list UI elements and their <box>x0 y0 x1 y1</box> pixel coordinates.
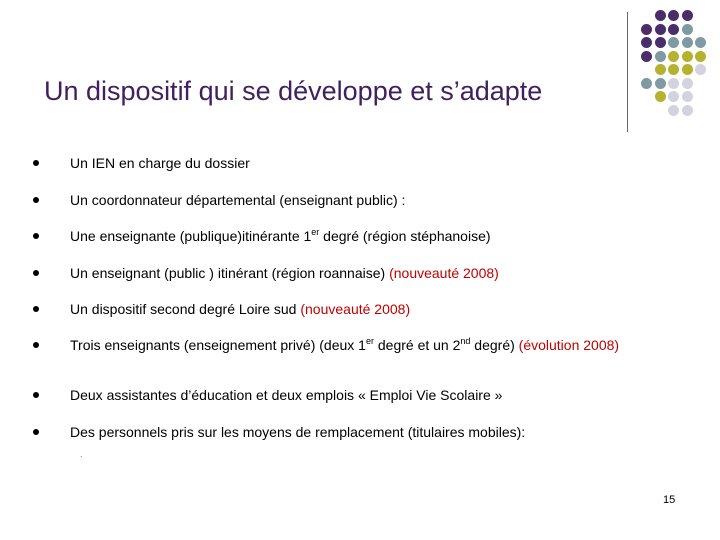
decorative-dot <box>682 51 693 62</box>
decorative-dot-grid <box>641 10 713 122</box>
slide-title: Un dispositif qui se développe et s’adapte <box>44 76 543 106</box>
bullet-segment: (région roannaise) <box>271 265 390 281</box>
decorative-dot <box>655 37 666 48</box>
decorative-dot <box>641 37 652 48</box>
decorative-dot <box>641 51 652 62</box>
bullet-text <box>70 193 670 208</box>
decorative-dot <box>641 78 652 89</box>
bullet-dot-icon <box>33 306 39 312</box>
bullet-segment: Trois enseignants (enseignement privé) (deux 1 <box>70 337 366 353</box>
decorative-dot <box>682 64 693 75</box>
bullet-segment: degré (région stéphanoise) <box>319 228 491 244</box>
bullet-segment: Une enseignante (publique)itinérante 1 <box>70 228 312 244</box>
bullet-dot-icon <box>33 197 39 203</box>
decorative-dot <box>682 91 693 102</box>
bullet-dot-icon <box>33 429 39 435</box>
bullet-text <box>70 302 670 317</box>
bullet-segment: er <box>365 336 374 346</box>
decorative-dot <box>682 10 693 21</box>
decorative-dot <box>668 78 679 89</box>
bullet-segment: Un coordonnateur départemental (enseignant public) : <box>70 192 406 208</box>
decorative-dot <box>682 24 693 35</box>
bullet-text <box>70 338 670 353</box>
bullet-segment: degré) <box>470 337 519 353</box>
decorative-dot <box>668 24 679 35</box>
bullet-segment: (titulaires mobiles): <box>407 424 526 440</box>
bullet-segment: Un IEN en charge du dossier <box>70 155 250 171</box>
decorative-dot <box>682 37 693 48</box>
decorative-dot <box>641 24 652 35</box>
bullet-segment: Deux assistantes d’éducation et deux emplois « Emploi Vie Scolaire » <box>70 387 503 403</box>
decorative-dot <box>668 91 679 102</box>
bullet-segment: nd <box>460 336 471 346</box>
decorative-dot <box>695 51 706 62</box>
bullet-segment: Des personnels pris sur les moyens de remplacement <box>70 424 408 440</box>
decorative-dot <box>695 64 706 75</box>
bullet-segment: degré et un 2 <box>373 337 461 353</box>
bullet-dot-icon <box>33 392 39 398</box>
bullet-text <box>70 156 670 171</box>
bullet-segment: er <box>311 227 320 237</box>
decorative-dot <box>668 105 679 116</box>
bullet-text <box>70 266 670 281</box>
decorative-dot <box>668 64 679 75</box>
decorative-dot <box>655 91 666 102</box>
highlight-note: (évolution 2008) <box>518 337 620 353</box>
decorative-dot <box>695 37 706 48</box>
decorative-dot <box>655 51 666 62</box>
bullet-dot-icon <box>33 342 39 348</box>
decorative-dot <box>668 10 679 21</box>
highlight-note: (nouveauté 2008) <box>389 265 499 281</box>
bullet-segment: Un dispositif second degré Loire sud <box>70 301 301 317</box>
highlight-note: (nouveauté 2008) <box>300 301 411 317</box>
trailing-mark: . <box>80 449 83 459</box>
page-number: 15 <box>663 494 676 506</box>
bullet-text <box>70 229 670 244</box>
decorative-dot <box>668 51 679 62</box>
decorative-dot <box>655 10 666 21</box>
decorative-dot <box>682 78 693 89</box>
bullet-dot-icon <box>33 270 39 276</box>
decorative-dot <box>655 78 666 89</box>
bullet-text <box>70 388 670 403</box>
decorative-dot <box>655 24 666 35</box>
bullet-text <box>70 425 670 440</box>
bullet-dot-icon <box>33 160 39 166</box>
decorative-dot <box>668 37 679 48</box>
bullet-dot-icon <box>33 233 39 239</box>
decorative-dot <box>682 105 693 116</box>
bullet-segment: Un enseignant (public ) itinérant <box>70 265 272 281</box>
decorative-dot <box>655 64 666 75</box>
title-divider <box>627 12 628 132</box>
